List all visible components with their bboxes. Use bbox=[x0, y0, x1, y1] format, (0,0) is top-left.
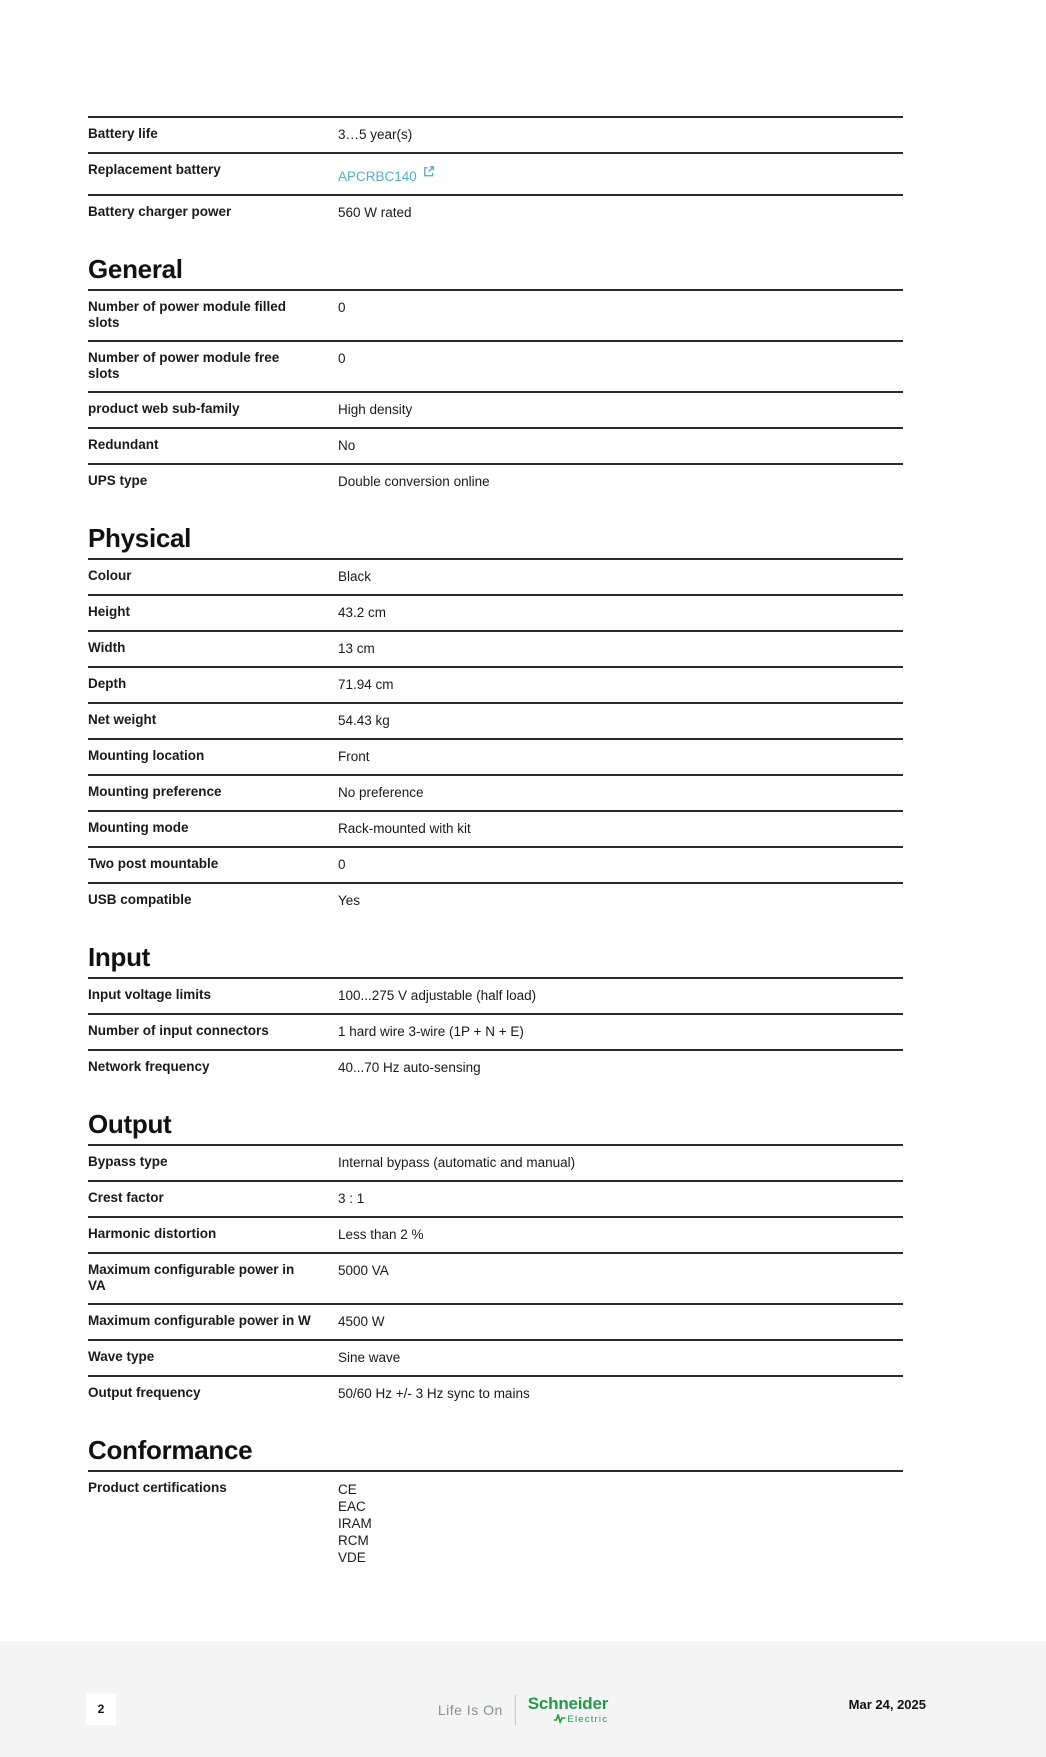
spec-value: Sine wave bbox=[338, 1350, 401, 1365]
spec-label: Height bbox=[88, 604, 130, 619]
spec-row bbox=[88, 1216, 903, 1252]
logo-divider bbox=[515, 1695, 516, 1725]
spec-section bbox=[88, 523, 903, 918]
section-rows bbox=[88, 116, 903, 230]
spec-sections bbox=[88, 116, 903, 1575]
spec-label: Battery charger power bbox=[88, 204, 232, 219]
spec-row bbox=[88, 1049, 903, 1085]
spec-label: Maximum configurable power in VA bbox=[88, 1262, 295, 1293]
spec-label: Output frequency bbox=[88, 1385, 201, 1400]
spec-value: 13 cm bbox=[338, 641, 375, 656]
spec-value: 3 : 1 bbox=[338, 1191, 365, 1206]
section-rows bbox=[88, 1470, 903, 1575]
spec-label: Wave type bbox=[88, 1349, 155, 1364]
spec-value: 71.94 cm bbox=[338, 677, 394, 692]
spec-row bbox=[88, 666, 903, 702]
spec-label: Mounting mode bbox=[88, 820, 189, 835]
spec-value: No bbox=[338, 438, 356, 453]
spec-row bbox=[88, 1144, 903, 1180]
section-title: Output bbox=[88, 1109, 172, 1139]
spec-row bbox=[88, 1013, 903, 1049]
spec-label: Two post mountable bbox=[88, 856, 219, 871]
spec-section bbox=[88, 1109, 903, 1411]
spec-row bbox=[88, 116, 903, 152]
spec-label: Number of input connectors bbox=[88, 1023, 269, 1038]
spec-value: 50/60 Hz +/- 3 Hz sync to mains bbox=[338, 1386, 530, 1401]
spec-label: Colour bbox=[88, 568, 132, 583]
spec-row bbox=[88, 630, 903, 666]
spec-section bbox=[88, 942, 903, 1085]
spec-value: 560 W rated bbox=[338, 205, 412, 220]
spec-section bbox=[88, 116, 903, 230]
life-is-on-tagline: Life Is On bbox=[437, 1702, 503, 1718]
spec-value: Internal bypass (automatic and manual) bbox=[338, 1155, 576, 1170]
page-number: 2 bbox=[86, 1693, 116, 1725]
spec-value: Yes bbox=[338, 893, 361, 908]
spec-value-link[interactable] bbox=[338, 162, 435, 185]
spec-label: Width bbox=[88, 640, 126, 655]
spec-value: Double conversion online bbox=[338, 474, 490, 489]
spec-label: product web sub-family bbox=[88, 401, 240, 416]
spec-value: CE EAC IRAM RCM VDE bbox=[338, 1482, 372, 1565]
spec-row bbox=[88, 463, 903, 499]
spec-row bbox=[88, 289, 903, 340]
spec-row bbox=[88, 738, 903, 774]
section-rows bbox=[88, 558, 903, 918]
spec-value: Front bbox=[338, 749, 370, 764]
spec-row bbox=[88, 702, 903, 738]
spec-row bbox=[88, 977, 903, 1013]
spec-label: Number of power module filled slots bbox=[88, 299, 287, 330]
spec-row bbox=[88, 427, 903, 463]
spec-value: 4500 W bbox=[338, 1314, 385, 1329]
spec-label: Battery life bbox=[88, 126, 158, 141]
spec-value: 100...275 V adjustable (half load) bbox=[338, 988, 537, 1003]
spec-row bbox=[88, 846, 903, 882]
lifeline-icon bbox=[553, 1714, 565, 1724]
spec-label: Maximum configurable power in W bbox=[88, 1313, 311, 1328]
spec-value: 0 bbox=[338, 857, 346, 872]
spec-row bbox=[88, 152, 903, 194]
spec-row bbox=[88, 1339, 903, 1375]
spec-label: Crest factor bbox=[88, 1190, 164, 1205]
spec-label: Number of power module free slots bbox=[88, 350, 280, 381]
spec-value: High density bbox=[338, 402, 413, 417]
spec-link-text[interactable]: APCRBC140 bbox=[338, 169, 417, 184]
spec-row bbox=[88, 558, 903, 594]
schneider-logo bbox=[438, 1695, 608, 1725]
section-rows bbox=[88, 1144, 903, 1411]
spec-label: Redundant bbox=[88, 437, 159, 452]
spec-value: 1 hard wire 3-wire (1P + N + E) bbox=[338, 1024, 524, 1039]
spec-row bbox=[88, 810, 903, 846]
spec-label: Product certifications bbox=[88, 1480, 227, 1495]
spec-value: 0 bbox=[338, 300, 346, 315]
spec-value: 54.43 kg bbox=[338, 713, 390, 728]
spec-row bbox=[88, 1375, 903, 1411]
spec-row bbox=[88, 1470, 903, 1575]
spec-row bbox=[88, 882, 903, 918]
document-date: Mar 24, 2025 bbox=[848, 1697, 926, 1712]
spec-row bbox=[88, 194, 903, 230]
spec-label: Input voltage limits bbox=[88, 987, 212, 1002]
external-link-icon[interactable] bbox=[422, 165, 435, 178]
section-title: Input bbox=[88, 942, 151, 972]
section-rows bbox=[88, 977, 903, 1085]
spec-value: 40...70 Hz auto-sensing bbox=[338, 1060, 481, 1075]
spec-row bbox=[88, 340, 903, 391]
page-footer bbox=[0, 1641, 1046, 1757]
spec-row bbox=[88, 1180, 903, 1216]
spec-row bbox=[88, 594, 903, 630]
spec-row bbox=[88, 1303, 903, 1339]
spec-label: USB compatible bbox=[88, 892, 192, 907]
spec-label: Mounting location bbox=[88, 748, 205, 763]
spec-label: Depth bbox=[88, 676, 127, 691]
spec-label: UPS type bbox=[88, 473, 148, 488]
spec-section bbox=[88, 254, 903, 499]
spec-value: 43.2 cm bbox=[338, 605, 387, 620]
spec-label: Mounting preference bbox=[88, 784, 222, 799]
section-rows bbox=[88, 289, 903, 499]
section-title: General bbox=[88, 254, 183, 284]
spec-value: 0 bbox=[338, 351, 346, 366]
spec-value: 3…5 year(s) bbox=[338, 127, 413, 142]
spec-value: Black bbox=[338, 569, 372, 584]
section-title: Physical bbox=[88, 523, 192, 553]
spec-label: Bypass type bbox=[88, 1154, 168, 1169]
spec-label: Harmonic distortion bbox=[88, 1226, 217, 1241]
spec-label: Replacement battery bbox=[88, 162, 221, 177]
spec-row bbox=[88, 1252, 903, 1303]
spec-value: Rack-mounted with kit bbox=[338, 821, 471, 836]
spec-value: 5000 VA bbox=[338, 1263, 389, 1278]
spec-value: No preference bbox=[338, 785, 424, 800]
spec-value: Less than 2 % bbox=[338, 1227, 424, 1242]
spec-row bbox=[88, 774, 903, 810]
spec-label: Network frequency bbox=[88, 1059, 210, 1074]
spec-section bbox=[88, 1435, 903, 1575]
section-title: Conformance bbox=[88, 1435, 253, 1465]
schneider-name: Schneider bbox=[527, 1693, 609, 1713]
schneider-electric-line bbox=[528, 1714, 608, 1725]
spec-label: Net weight bbox=[88, 712, 157, 727]
spec-row bbox=[88, 391, 903, 427]
schneider-wordmark bbox=[527, 1693, 609, 1725]
schneider-sub-label: Electric bbox=[567, 1713, 609, 1725]
